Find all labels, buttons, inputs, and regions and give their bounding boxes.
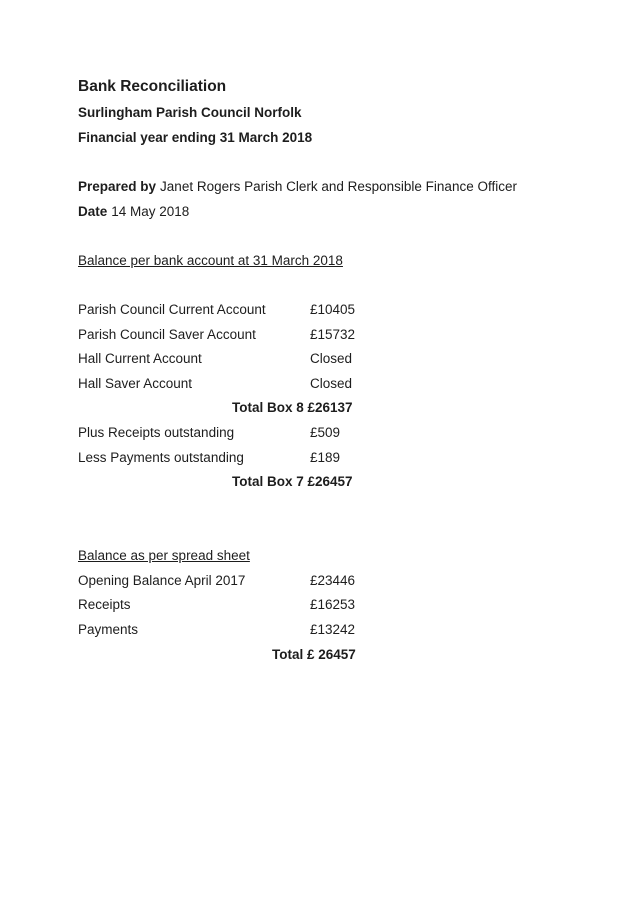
date-label: Date	[78, 204, 108, 219]
account-value: £10405	[310, 302, 356, 317]
date-value: 14 May 2018	[111, 204, 190, 219]
spreadsheet-label: Receipts	[78, 597, 131, 613]
table-row	[78, 327, 580, 343]
table-row	[78, 302, 580, 318]
table-row	[78, 597, 580, 613]
organisation-line: Surlingham Parish Council Norfolk	[78, 105, 302, 120]
table-row	[78, 450, 580, 466]
spreadsheet-value: £16253	[310, 597, 356, 613]
account-label: Hall Saver Account	[78, 375, 193, 391]
spreadsheet-value: £23446	[310, 572, 356, 588]
account-label: Parish Council Saver Account	[78, 326, 256, 342]
financial-year-line: Financial year ending 31 March 2018	[78, 130, 313, 145]
bank-section-heading: Balance per bank account at 31 March 2018	[78, 253, 343, 268]
spreadsheet-section-heading: Balance as per spread sheet	[78, 548, 250, 564]
date-line	[78, 204, 580, 220]
account-value: £15732	[310, 326, 356, 342]
spreadsheet-label: Payments	[78, 621, 139, 637]
account-label: Hall Current Account	[78, 351, 202, 367]
adjustment-label: Less Payments outstanding	[78, 449, 244, 465]
spreadsheet-total-line: Total £ 26457	[272, 646, 356, 662]
adjustment-value: £189	[310, 449, 341, 465]
table-row	[78, 573, 580, 589]
adjustment-value: £509	[310, 424, 341, 440]
prepared-by-label: Prepared by	[78, 179, 157, 194]
account-value: Closed	[310, 375, 353, 391]
account-label: Parish Council Current Account	[78, 302, 266, 317]
table-row	[78, 376, 580, 392]
table-row	[78, 351, 580, 367]
spreadsheet-value: £13242	[310, 621, 356, 637]
document-title: Bank Reconciliation	[78, 78, 227, 95]
adjustment-label: Plus Receipts outstanding	[78, 424, 235, 440]
table-row	[78, 622, 580, 638]
total-box8-line: Total Box 8 £26137	[232, 400, 353, 416]
account-value: Closed	[310, 351, 353, 367]
prepared-by-line	[78, 179, 580, 195]
total-box7-line: Total Box 7 £26457	[232, 474, 353, 490]
prepared-by-value: Janet Rogers Parish Clerk and Responsible Finance Officer	[160, 179, 517, 194]
table-row	[78, 425, 580, 441]
spreadsheet-label: Opening Balance April 2017	[78, 572, 246, 588]
